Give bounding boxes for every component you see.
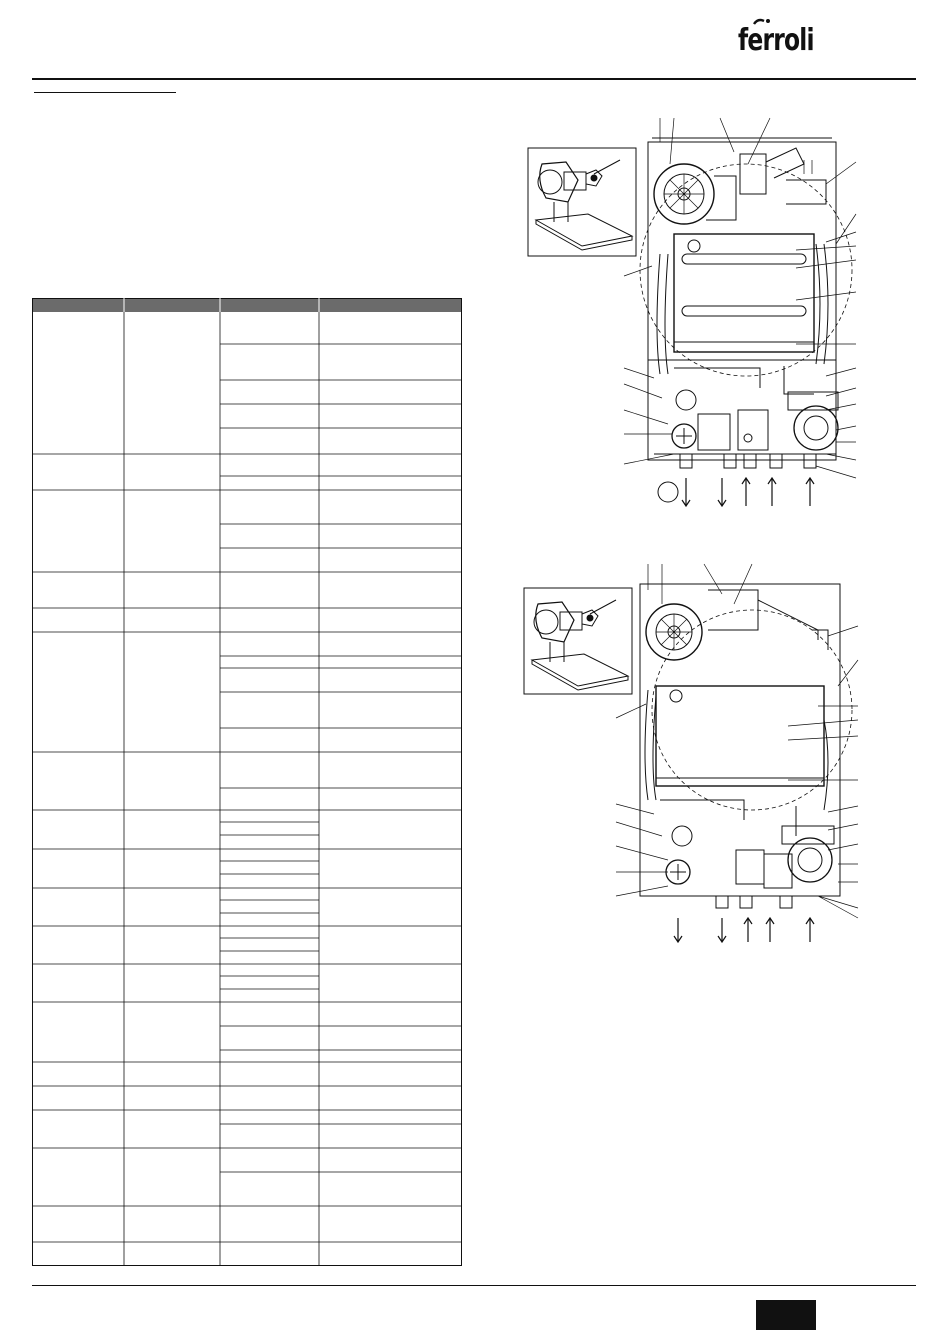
fan-inset bbox=[524, 588, 632, 694]
arrow-down-icon bbox=[718, 478, 726, 506]
arrow-up-icon bbox=[742, 478, 750, 506]
boiler-cabinet bbox=[640, 584, 852, 896]
arrow-down-icon bbox=[674, 918, 682, 942]
connection-stubs bbox=[658, 454, 816, 502]
heat-exchanger bbox=[656, 686, 824, 786]
table-border bbox=[33, 299, 462, 1266]
brand-name: ferroli bbox=[738, 23, 814, 58]
arrow-up-icon bbox=[806, 478, 814, 506]
heat-exchanger bbox=[674, 234, 814, 352]
lower-components bbox=[644, 826, 840, 896]
connection-stubs bbox=[716, 896, 792, 908]
fan-inset bbox=[528, 148, 636, 256]
flue-duct bbox=[740, 148, 826, 204]
fan-unit bbox=[654, 164, 736, 224]
fan-unit bbox=[646, 604, 702, 660]
lower-components bbox=[654, 390, 838, 454]
boiler-drawing-bottom bbox=[520, 560, 864, 950]
flow-arrows bbox=[674, 918, 814, 942]
table-header-row bbox=[32, 298, 462, 312]
flow-arrows bbox=[682, 478, 814, 506]
arrow-up-icon bbox=[806, 918, 814, 942]
arrow-down-icon bbox=[718, 918, 726, 942]
header-rule bbox=[32, 78, 916, 80]
pipework bbox=[645, 690, 828, 836]
arrow-up-icon bbox=[768, 478, 776, 506]
leader-lines bbox=[616, 564, 858, 918]
pipework bbox=[657, 244, 828, 394]
flue-duct bbox=[708, 590, 828, 650]
arrow-up-icon bbox=[766, 918, 774, 942]
ferroli-logo bbox=[738, 18, 830, 60]
arrow-up-icon bbox=[744, 918, 752, 942]
section-title-underline bbox=[34, 92, 176, 93]
boiler-drawing-top bbox=[524, 114, 864, 514]
arrow-down-icon bbox=[682, 478, 690, 506]
technical-data-table bbox=[32, 298, 462, 1266]
page-number-badge bbox=[756, 1300, 816, 1330]
footer-rule bbox=[32, 1285, 916, 1286]
sub-row-lines bbox=[220, 344, 462, 1172]
